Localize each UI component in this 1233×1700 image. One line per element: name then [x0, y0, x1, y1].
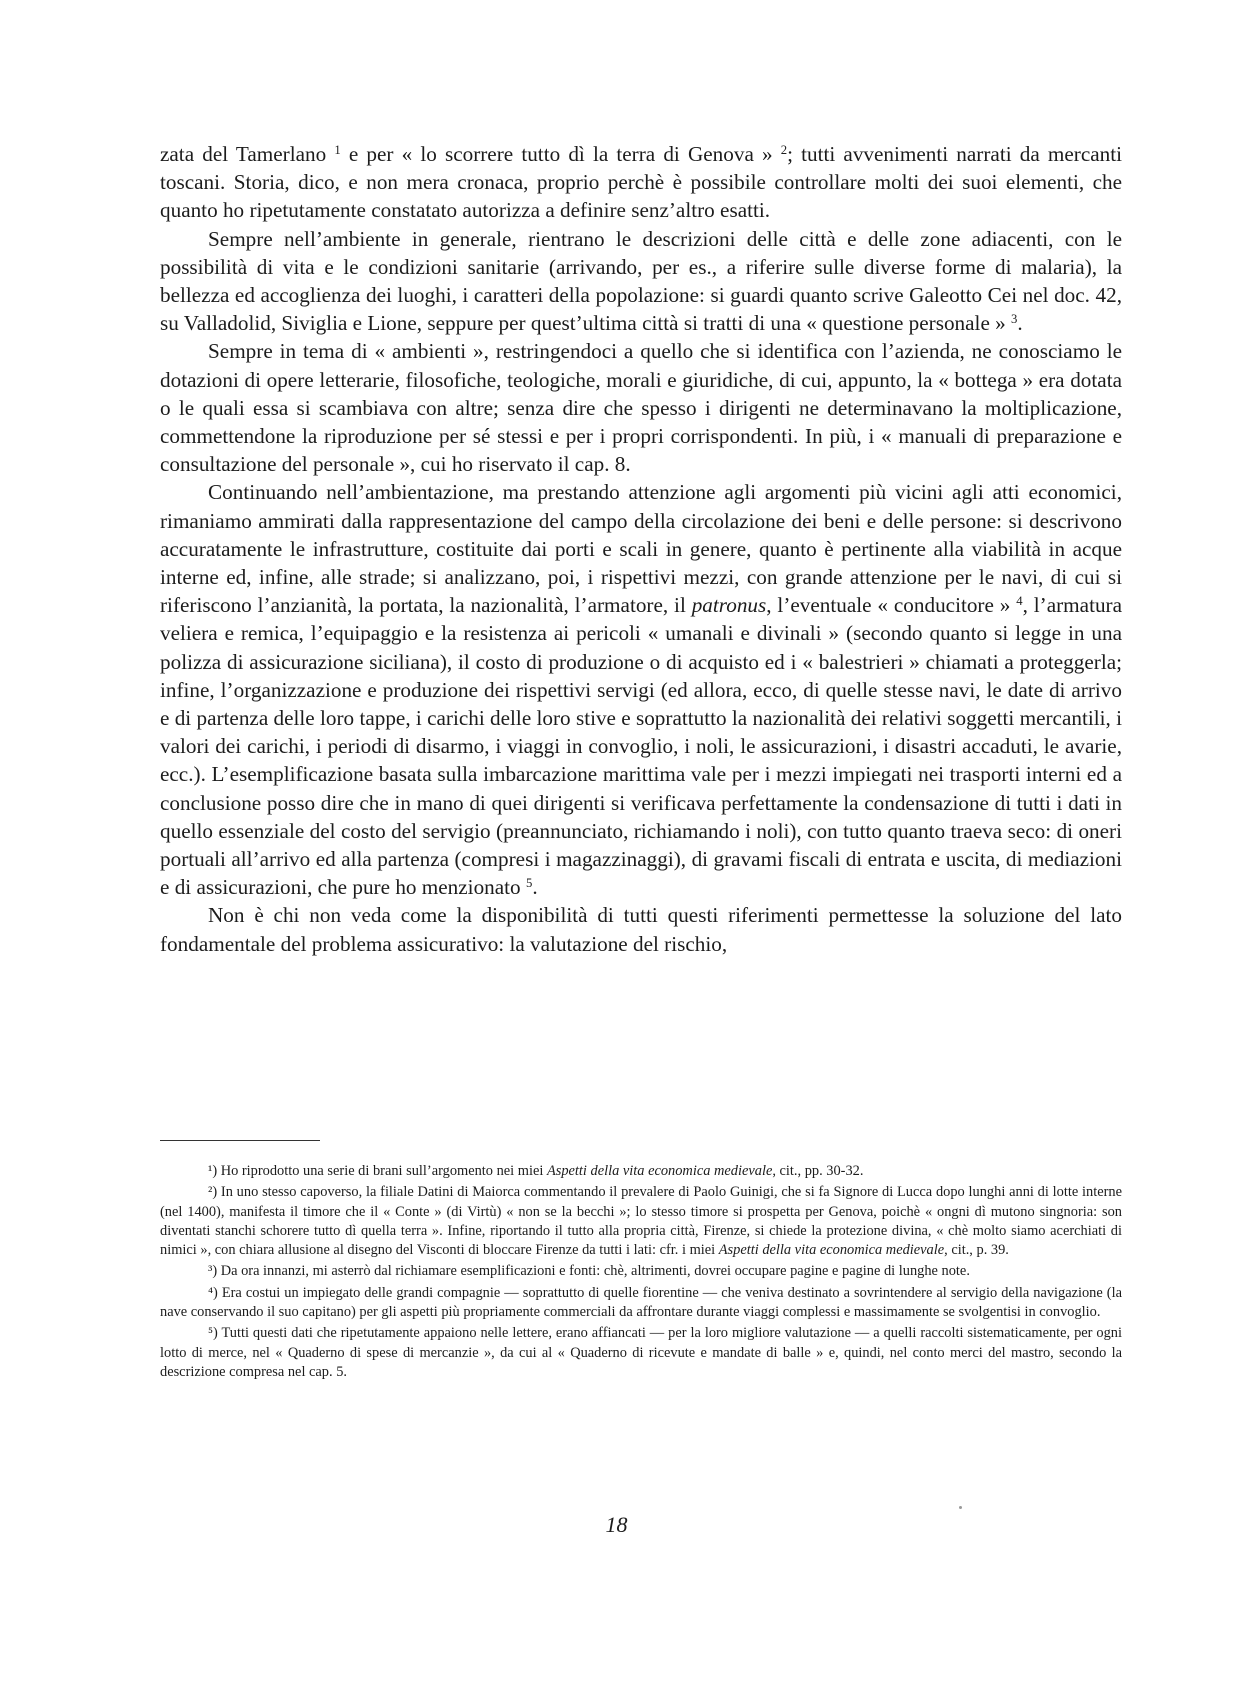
footnote-ref: 2	[780, 143, 788, 158]
text-run: , l’armatura veliera e remica, l’equipaggio e la resistenza ai pericoli « umanali e divinali » (secondo quanto si legge in una polizza di assicurazione siciliana), il costo di produzione o di acquisto ed i « balestrieri » chiamati a proteggerla; infine, l’organizzazione e produzione dei rispettivi servigi (ed allora, ecco, di quelle stesse navi, le date di arrivo e di partenza delle loro tappe, i carichi delle loro stive e soprattutto la nazionalità dei relativi soggetti mercantili, i valori dei carichi, i periodi di disarmo, i viaggi in convoglio, i noli, le assicurazioni, i disastri accaduti, le avarie, ecc.). L’esemplificazione basata sulla imbarcazione marittima vale per i mezzi impiegati nei trasporti interni ed a conclusione posso dire che in mano di quei dirigenti si verificava perfettamente la condensazione di tutti i dati in quello essenziale del costo del servigio (preannunciato, richiamando i noli), con tutto quanto traeva seco: di oneri portuali all’arrivo ed alla partenza (compresi i magazzinaggi), di gravami fiscali di entrata e uscita, di mediazioni e di assicurazioni, che pure ho menzionato	[160, 593, 1123, 900]
text-run: zata del Tamerlano	[160, 142, 335, 166]
text-run: , cit., p. 39.	[944, 1242, 1009, 1259]
text-run: e per « lo scorrere tutto dì la terra di Genova »	[340, 142, 781, 166]
footnote-ref: 4	[1016, 594, 1023, 609]
footnote	[160, 1262, 1122, 1281]
footnote	[160, 1284, 1122, 1323]
text-run: Sempre in tema di « ambienti », restringendoci a quello che si identifica con l’azienda, ne conosciamo le dotazioni di opere letterarie, filosofiche, teologiche, morali e giuridiche, di cui, appunto, la « bottega » era dotata o le quali essa si scambiava con altre; senza dire che spesso i dirigenti ne determinavano la moltiplicazione, commettendone la riproduzione per sé stessi e per i propri corrispondenti. In più, i « manuali di preparazione e consultazione del personale », cui ho riservato il cap. 8.	[160, 339, 1122, 477]
footnote	[160, 1324, 1122, 1382]
paragraph	[160, 140, 1122, 225]
text-run: , l’eventuale « conducitore »	[766, 593, 1017, 618]
text-run: ²) In uno stesso capoverso, la filiale Datini di Maiorca commentando il prevalere di Paolo Guinigi, che si fa Signore di Lucca dopo lunghi anni di lotte interne (nel 1400), manifesta il timore che il « Conte » (di Virtù) « non se la becchi »; lo stesso timore si prospetta per Genova, poichè « ongni dì mutono singnoria: son diventati stanchi schorere tutto dì quella terra ». Infine, riportando il tutto alla propria città, Firenze, si chiede la protezione divina, « chè molto siamo acerchiati di nimici », con chiara allusione al disegno del Visconti di bloccare Firenze da tutti i lati: cfr. i miei	[160, 1184, 1122, 1259]
italic-title: Aspetti della vita economica medievale	[718, 1242, 945, 1259]
footnote	[160, 1183, 1122, 1260]
footnote-ref: 3	[1011, 312, 1018, 327]
text-run: ³) Da ora innanzi, mi asterrò dal richiamare esemplificazioni e fonti: chè, altrimenti, dovrei occupare pagine e pagine di lunghe note.	[208, 1263, 970, 1280]
text-run: Sempre nell’ambiente in generale, rientrano le descrizioni delle città e delle zone adiacenti, con le possibilità di vita e le condizioni sanitarie (arrivando, per es., a riferire sulle diverse forme di malaria), la bellezza ed accoglienza dei luoghi, i caratteri della popolazione: si guardi quanto scrive Galeotto Cei nel doc. 42, su Valladolid, Siviglia e Lione, seppure per quest’ultima città si tratti di una « questione personale »	[160, 226, 1122, 336]
paragraph	[160, 337, 1122, 478]
text-run: Continuando nell’ambientazione, ma prestando attenzione agli argomenti più vicini agli atti economici, rimaniamo ammirati dalla rappresentazione del campo della circolazione dei beni e delle persone: si descrivono accuratamente le infrastrutture, costituite dai porti e scali in genere, quanto è pertinente alla viabilità in acque interne ed, infine, alle strade; si analizzano, poi, i rispettivi mezzi, con grande attenzione per le navi, di cui si riferiscono l’anzianità, la portata, la nazionalità, l’armatore, il	[160, 480, 1122, 618]
paper-speck	[959, 1506, 962, 1509]
text-run: ⁴) Era costui un impiegato delle grandi compagnie — soprattutto di quelle fiorentine — che veniva destinato a sovrintendere al servigio della navigazione (la nave conservando il suo capitano) per gli aspetti più propriamente commerciali da affrontare durante viaggi complessi e massimamente se svolgentisi in convoglio.	[160, 1284, 1122, 1321]
text-run: , cit., pp. 30-32.	[772, 1163, 864, 1179]
paragraph	[160, 478, 1122, 901]
italic-title: Aspetti della vita economica medievale	[546, 1163, 773, 1179]
page-number: 18	[605, 1512, 628, 1537]
text-run: ¹) Ho riprodotto una serie di brani sull’argomento nei miei	[208, 1163, 547, 1179]
paragraph	[160, 901, 1122, 957]
text-run: .	[532, 875, 538, 900]
main-text	[160, 140, 1122, 958]
paragraph	[160, 225, 1122, 338]
text-run: .	[1017, 311, 1023, 336]
footnote-separator	[160, 1140, 320, 1141]
footnote	[160, 1162, 1122, 1181]
footnote-ref: 5	[525, 876, 533, 891]
text-run: Non è chi non veda come la disponibilità di tutti questi riferimenti permettesse la soluzione del lato fondamentale del problema assicurativo: la valutazione del rischio,	[160, 903, 1122, 956]
footnote-ref: 1	[334, 143, 341, 158]
text-run: ; tutti avvenimenti narrati da mercanti toscani. Storia, dico, e non mera cronaca, proprio perchè è possibile controllare molti dei suoi elementi, che quanto ho ripetutamente constatato autorizza a definire senz’altro esatti.	[160, 142, 1122, 223]
footnotes	[160, 1162, 1122, 1384]
italic-title: patronus	[691, 593, 767, 618]
text-run: ⁵) Tutti questi dati che ripetutamente appaiono nelle lettere, erano affiancati — per la loro migliore valutazione — a quelli raccolti sistematicamente, per ogni lotto di merce, nel « Quaderno di spese di mercanzie », da cui al « Quaderno di ricevute e mandate di balle » e, quindi, nel conto merci del mastro, secondo la descrizione compresa nel cap. 5.	[160, 1325, 1122, 1380]
